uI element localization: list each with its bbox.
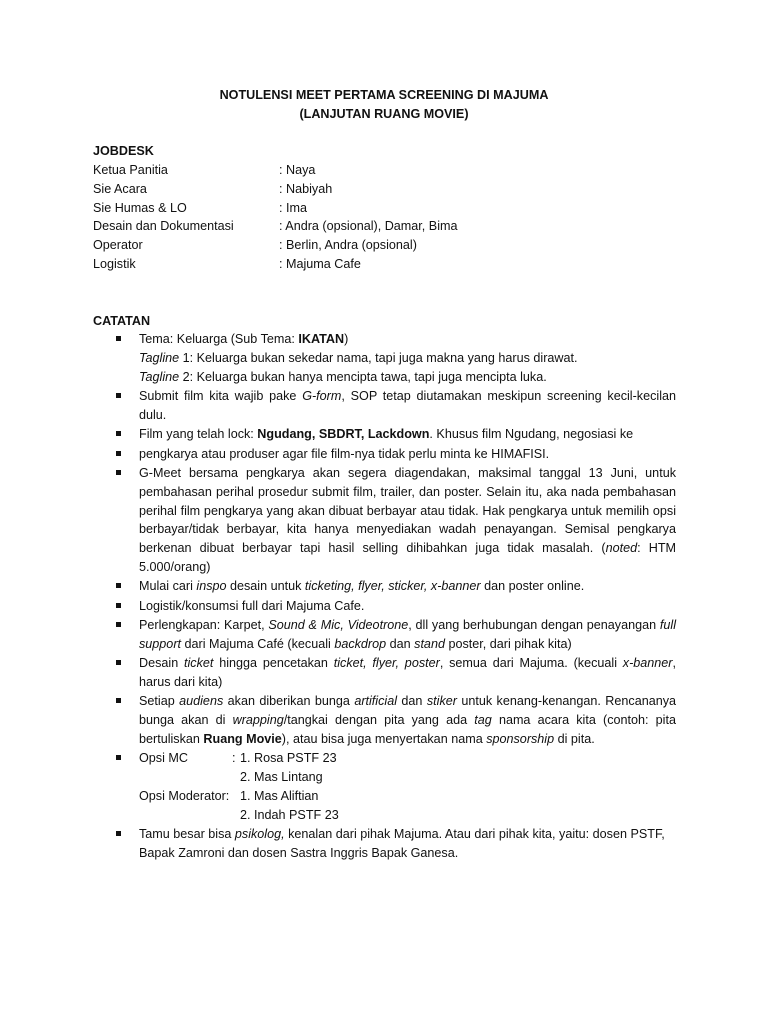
note-inspo — [116, 577, 676, 596]
jobdesk-person: : Nabiyah — [279, 181, 333, 196]
text-italic: artificial — [354, 694, 398, 709]
jobdesk-row — [93, 255, 693, 274]
text: , dll yang berhubungan dengan penayangan — [408, 618, 660, 633]
text-italic: wrapping — [232, 713, 284, 728]
bullet-icon — [116, 831, 121, 836]
text-italic: inspo — [196, 579, 227, 594]
text: hingga pencetakan — [213, 656, 334, 671]
bullet-icon — [116, 393, 121, 398]
text-bold: IKATAN — [298, 332, 345, 346]
note-tamu — [116, 825, 676, 863]
text: dari Majuma Café (kecuali — [181, 636, 335, 651]
text-italic: stand — [414, 636, 445, 651]
jobdesk-row — [93, 161, 693, 180]
text: : HTM 5.000/orang) — [139, 541, 677, 574]
jobdesk-role: Ketua Panitia — [93, 163, 168, 177]
text: /tangkai dengan pita yang ada — [283, 713, 475, 728]
text: kenalan dari pihak Majuma. Atau dari pihak kita, yaitu: dosen PSTF, Bapak Zamroni dan dosen Sastra Inggris Bapak Ganesa. — [139, 827, 665, 861]
text: ), atau bisa juga menyertakan nama — [281, 732, 487, 747]
text-bold: Ngudang, SBDRT, Lackdown — [257, 427, 430, 442]
jobdesk-role: Logistik — [93, 256, 136, 271]
note-opsi — [116, 749, 676, 824]
note-tema — [116, 330, 676, 386]
text: dan — [386, 636, 415, 651]
text-italic: audiens — [179, 694, 224, 709]
text: 2: Keluarga bukan hanya mencipta tawa, tapi juga mencipta luka. — [179, 369, 547, 384]
text-italic: stiker — [426, 694, 457, 709]
text: Logistik/konsumsi full dari Majuma Cafe. — [139, 598, 365, 613]
catatan-heading: CATATAN — [93, 314, 151, 328]
bullet-icon — [116, 336, 121, 341]
note-perlengkapan — [116, 616, 676, 654]
jobdesk-person: : Ima — [279, 200, 307, 215]
bullet-icon — [116, 451, 121, 456]
text-italic: ticket — [184, 656, 214, 671]
note-gmeet — [116, 464, 676, 577]
jobdesk-person: : Majuma Cafe — [279, 256, 361, 271]
opsi-moderator-label: Opsi Moderator: — [139, 789, 230, 804]
text: 1: Keluarga bukan sekedar nama, tapi juga makna yang harus dirawat. — [179, 350, 578, 365]
text: Mulai cari — [139, 579, 197, 594]
text-italic: psikolog, — [234, 827, 285, 842]
text: Tamu besar bisa — [139, 827, 235, 842]
opsi-moderator-option: 2. Indah PSTF 23 — [240, 807, 339, 822]
opsi-mc-option: 2. Mas Lintang — [240, 770, 323, 785]
text: , harus dari kita) — [139, 656, 677, 690]
note-pengkarya — [116, 445, 676, 464]
text: poster, dari pihak kita) — [444, 636, 572, 651]
text: ) — [344, 332, 349, 346]
bullet-icon — [116, 755, 121, 760]
text: Film yang telah lock: — [139, 427, 258, 442]
catatan-list — [116, 330, 676, 863]
note-audiens — [116, 692, 676, 748]
text: , SOP tetap diutamakan meskipun screening kecil-kecilan dulu. — [139, 388, 676, 422]
tagline-1 — [139, 349, 676, 368]
document-title: NOTULENSI MEET PERTAMA SCREENING DI MAJUMA — [219, 88, 549, 102]
text: desain untuk — [226, 579, 305, 594]
jobdesk-row — [93, 236, 693, 255]
bullet-icon — [116, 698, 121, 703]
text: dan — [397, 694, 427, 709]
text: untuk kenang-kenangan. Rencananya bunga akan di — [139, 694, 677, 728]
text: Perlengkapan: Karpet, — [139, 618, 269, 633]
text: Submit film kita wajib pake — [139, 388, 303, 403]
bullet-icon — [116, 431, 121, 436]
opsi-moderator-row — [139, 806, 676, 825]
opsi-moderator-option: 1. Mas Aliftian — [240, 789, 319, 804]
text-italic: x-banner — [622, 656, 673, 671]
note-submit — [116, 387, 676, 425]
text: di pita. — [554, 732, 595, 747]
text: pengkarya atau produser agar file film-nya tidak perlu minta ke HIMAFISI. — [139, 446, 550, 461]
text: akan diberikan bunga — [223, 694, 355, 709]
document-subtitle: (LANJUTAN RUANG MOVIE) — [299, 107, 469, 121]
text: Setiap — [139, 694, 180, 709]
opsi-mc-row — [139, 768, 676, 787]
bullet-icon — [116, 660, 121, 665]
opsi-mc-option: 1. Rosa PSTF 23 — [240, 751, 337, 766]
text-italic: Sound & Mic, Videotrone — [268, 618, 409, 633]
note-tema-line — [139, 330, 676, 349]
bullet-icon — [116, 622, 121, 627]
opsi-mc-colon: : — [232, 751, 236, 766]
text-italic: ticketing, flyer, sticker, x-banner — [304, 579, 481, 594]
text-italic: Tagline — [139, 369, 180, 384]
note-desain — [116, 654, 676, 692]
text: . Khusus film Ngudang, negosiasi ke — [429, 427, 634, 442]
opsi-mc-row — [139, 749, 676, 768]
bullet-icon — [116, 470, 121, 475]
text: Tema: Keluarga (Sub Tema: — [139, 332, 299, 346]
text: nama acara kita (contoh: pita bertuliskan — [139, 713, 676, 747]
jobdesk-role: Desain dan Dokumentasi — [93, 219, 234, 234]
bullet-icon — [116, 603, 121, 608]
jobdesk-row — [93, 217, 693, 236]
text-italic: noted — [605, 541, 638, 556]
jobdesk-list — [93, 161, 693, 274]
opsi-mc-label: Opsi MC — [139, 751, 188, 766]
text-italic: tag — [474, 713, 492, 728]
opsi-grid — [139, 749, 676, 824]
jobdesk-person: : Naya — [279, 163, 316, 177]
jobdesk-role: Sie Humas & LO — [93, 200, 187, 215]
jobdesk-heading: JOBDESK — [93, 144, 154, 158]
jobdesk-role: Operator — [93, 238, 143, 253]
text: G-Meet bersama pengkarya akan segera diagendakan, maksimal tanggal 13 Juni, untuk pembahasan perihal prosedur submit film, trailer, dan poster. Selain itu, aka nada pembahasan perihal film pengkarya yang akan dibuat berbayar atau tidak. Hak pengkarya untuk memilih opsi berbayar/tidak berbayar, kita hanya menyediakan wadah penayangan. Semisal pengkarya berkenan dibuat berbayar tapi hasil selling dihibahkan juga tidak masalah. ( — [139, 465, 676, 556]
jobdesk-row — [93, 180, 693, 199]
text-italic: ticket, flyer, poster — [333, 656, 440, 671]
text-italic: G-form — [302, 388, 342, 403]
jobdesk-role: Sie Acara — [93, 181, 147, 196]
text-italic: sponsorship — [486, 732, 555, 747]
jobdesk-person: : Andra (opsional), Damar, Bima — [279, 219, 458, 234]
text-italic: backdrop — [334, 636, 387, 651]
text-italic: Tagline — [139, 350, 180, 365]
text: dan poster online. — [480, 579, 585, 594]
text: , semua dari Majuma. (kecuali — [439, 656, 623, 671]
tagline-2 — [139, 368, 676, 387]
jobdesk-row — [93, 199, 693, 218]
text-bold: Ruang Movie — [203, 732, 282, 747]
jobdesk-person: : Berlin, Andra (opsional) — [279, 238, 417, 253]
note-lock — [116, 425, 676, 444]
bullet-icon — [116, 583, 121, 588]
note-logistik — [116, 597, 676, 616]
text: Desain — [139, 656, 184, 671]
opsi-moderator-row — [139, 787, 676, 806]
text-italic: full support — [139, 618, 677, 651]
